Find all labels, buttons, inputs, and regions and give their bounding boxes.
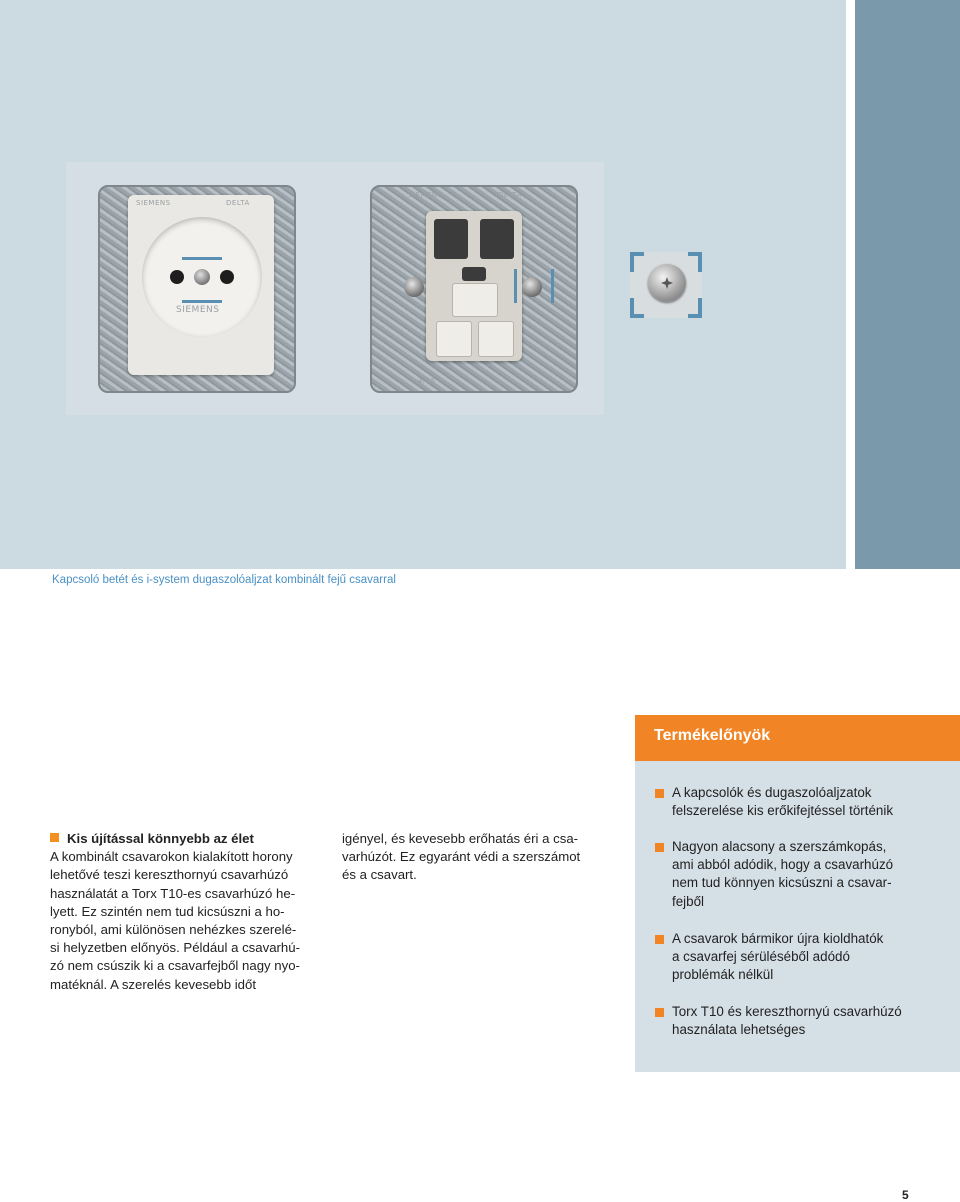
orange-square-icon — [50, 833, 59, 842]
screw-closeup — [630, 252, 702, 318]
image-caption: Kapcsoló betét és i-system dugaszolóaljzat kombinált fejű csavarral — [52, 574, 396, 586]
benefit-item: Torx T10 és kereszthornyú csavarhúzó használata lehetséges — [655, 1003, 945, 1039]
highlight-bracket — [182, 257, 222, 303]
orange-square-icon — [655, 935, 664, 944]
benefits-box — [635, 761, 960, 1072]
benefit-item: Nagyon alacsony a szerszámkopás, ami abból adódik, hogy a csavarhúzó nem tud könnyen kicsúszni a csavar- fejből — [655, 838, 945, 911]
pin-hole-right — [220, 270, 234, 284]
section-title: Kis újítással könnyebb az élet — [50, 830, 335, 848]
body-line: igényel, és kevesebb erőhatás éri a csa- — [342, 831, 579, 846]
body-line: varhúzót. Ez egyaránt védi a szerszámot — [342, 849, 581, 865]
body-line: lehetővé teszi kereszthornyú csavarhúzó — [50, 867, 289, 883]
benefit-item: A csavarok bármikor újra kioldhatók a csavarfej sérüléséből adódó problémák nélkül — [655, 930, 945, 985]
hero-image-area — [0, 0, 846, 569]
body-line: és a csavart. — [342, 867, 417, 883]
body-line: matéknál. A szerelés kevesebb időt — [50, 976, 256, 992]
page-number: 5 — [902, 1188, 909, 1202]
terminal-screw-icon — [404, 277, 424, 297]
highlight-bracket — [514, 269, 554, 303]
orange-square-icon — [655, 1008, 664, 1017]
socket-brand-label: SIEMENS — [136, 199, 171, 207]
benefits-header — [635, 715, 960, 761]
benefits-title: Termékelőnyök — [654, 727, 771, 744]
body-line: használatát a Torx T10-es csavarhúzó he- — [50, 885, 296, 901]
switch-series-label: DELTA — [498, 191, 522, 199]
switch-insert-image — [370, 185, 578, 393]
socket-logo-label: SIEMENS — [176, 305, 220, 315]
body-line: ronyból, ami különösen nehézkes szerelé- — [50, 922, 297, 938]
switch-mechanism — [426, 211, 522, 361]
socket-image — [98, 185, 296, 393]
benefit-item: A kapcsolók és dugaszolóaljzatok felszerelése kis erőkifejtéssel történik — [655, 784, 945, 820]
orange-square-icon — [655, 843, 664, 852]
body-column-1 — [50, 830, 335, 994]
switch-brand-label: SIEMENS — [408, 191, 443, 199]
socket-series-label: DELTA — [226, 199, 250, 207]
socket-cover-plate — [128, 195, 274, 375]
body-column-2 — [342, 830, 617, 885]
orange-square-icon — [655, 789, 664, 798]
hero-side-panel — [855, 0, 960, 569]
body-line: zó nem csúszik ki a csavarfejből nagy nyo- — [50, 958, 300, 974]
switch-code-label: 4/05 — [418, 377, 436, 385]
socket-ring — [142, 217, 262, 337]
body-line: lyett. Ez szintén nem tud kicsúszni a ho- — [50, 903, 285, 919]
body-line: si helyzetben előnyös. Például a csavarhú- — [50, 940, 300, 956]
body-line: A kombinált csavarokon kialakított horony — [50, 849, 293, 865]
